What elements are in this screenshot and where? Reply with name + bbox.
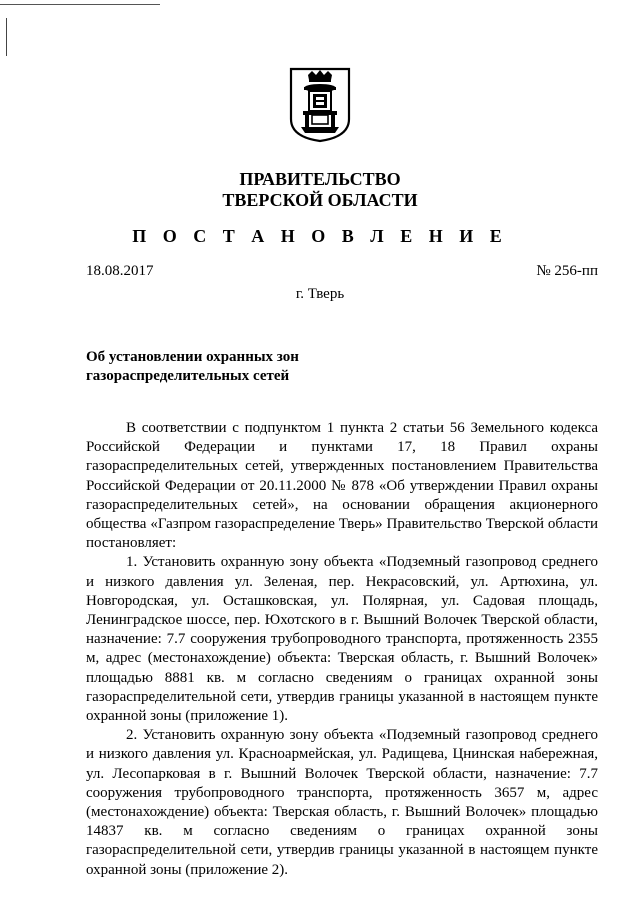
document-date: 18.08.2017 <box>86 263 154 279</box>
document-title-line2: газораспределительных сетей <box>86 368 290 384</box>
clause-2-paragraph: 2. Установить охранную зону объекта «Подземный газопровод среднего и низкого давления ул. Красноармейская, ул. Радищева, Цнинская набережная, ул. Лесопарковая в г. Вышний Волочек Тверской области, назначение: 7.7 сооружения трубопроводного транспорта, протяженность 3657 м, адрес (местонахождение) объекта: Тверская область, г. Вышний Волочек» площадью 14837 кв. м согласно сведениям о границах охранной зоны газораспределительной сети, утвердив границы указанной в настоящем пункте охранной зоны (приложение 2). <box>86 727 598 878</box>
government-name-line1: ПРАВИТЕЛЬСТВО <box>239 169 401 189</box>
top-rule <box>0 4 160 5</box>
document-title-line1: Об установлении охранных зон <box>86 349 299 365</box>
government-name-line2: ТВЕРСКОЙ ОБЛАСТИ <box>222 190 418 210</box>
document-type-heading: П О С Т А Н О В Л Е Н И Е <box>132 226 508 246</box>
coat-of-arms-emblem <box>289 67 351 143</box>
document-city: г. Тверь <box>295 286 345 302</box>
preamble-paragraph: В соответствии с подпунктом 1 пункта 2 статьи 56 Земельного кодекса Российской Федерации и пунктами 17, 18 Правил охраны газораспределительных сетей, утвержденных постановлением Правительства Российской Федерации от 20.11.2000 № 878 «Об утверждении Правил охраны газораспределительных сетей», на основании обращения акционерного общества «Газпром газораспределение Тверь» Правительство Тверской области постановляет: <box>86 420 598 552</box>
document-body <box>86 419 598 880</box>
clause-1-paragraph: 1. Установить охранную зону объекта «Подземный газопровод среднего и низкого давления ул. Зеленая, пер. Некрасовский, ул. Артюхина, ул. Новгородская, ул. Осташковская, ул. Полярная, ул. Садовая площадь, Ленинградское шоссе, пер. Юхотского в г. Вышний Волочек Тверской области, назначение: 7.7 сооружения трубопроводного транспорта, протяженность 2355 м, адрес (местонахождение) объекта: Тверская область, г. Вышний Волочек» площадью 8881 кв. м согласно сведениям о границах охранной зоны газораспределительной сети, утвердив границы указанной в настоящем пункте охранной зоны (приложение 1). <box>86 554 598 725</box>
document-title <box>86 348 386 386</box>
document-number: № 256-пп <box>536 263 598 279</box>
margin-mark <box>6 18 7 56</box>
